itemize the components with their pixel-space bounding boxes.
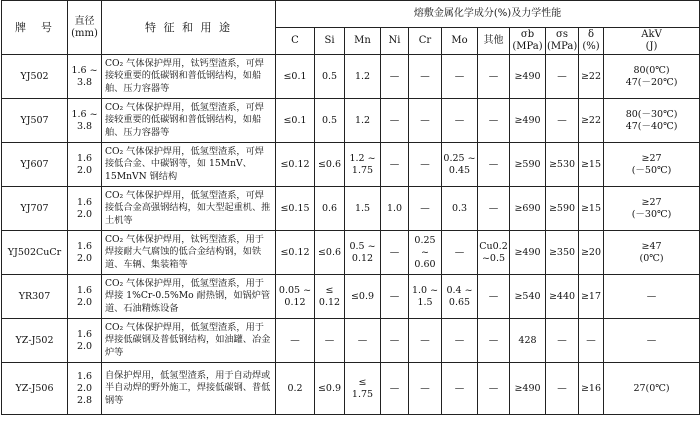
cell-mo: 0.3 [442,187,478,231]
cell-delta: ≥20 [579,231,604,275]
cell-akv: ≥27 (－30℃) [604,187,700,231]
cell-sigma-b: ≥490 [510,55,546,99]
cell-description: CO₂ 气体保护焊用，钛钙型渣系，可焊接较重要的低碳钢和普低钢结构，如船舶、压力容器等 [102,55,276,99]
cell-mn: 0.5 ~ 0.12 [345,231,381,275]
table-row [2,99,700,143]
cell-mo: — [442,99,478,143]
header-c: C [276,28,315,55]
cell-ni: — [381,55,409,99]
table-row [2,143,700,187]
cell-si: 0.5 [315,55,345,99]
header-akv: AkV (J) [604,28,700,55]
cell-grade: YZ-J502 [2,319,68,363]
cell-sigma-b: ≥490 [510,363,546,415]
cell-diameter: 1.6 ~ 3.8 [68,99,102,143]
cell-delta: ≥15 [579,187,604,231]
cell-ni: — [381,363,409,415]
cell-cr: — [409,319,442,363]
header-mo: Mo [442,28,478,55]
cell-mo: — [442,319,478,363]
header-sigma-b: σb (MPa) [510,28,546,55]
cell-akv: 27(0℃) [604,363,700,415]
cell-description: 自保护焊用，低氢型渣系，用于自动焊或半自动焊的野外施工，焊接低碳钢、普低钢等 [102,363,276,415]
cell-c: ≤0.12 [276,143,315,187]
cell-other: — [478,55,510,99]
cell-c: ≤0.15 [276,187,315,231]
cell-ni: — [381,99,409,143]
cell-c: ≤0.1 [276,55,315,99]
cell-delta: ≥22 [579,99,604,143]
cell-c: ≤0.1 [276,99,315,143]
header-feature: 特 征 和 用 途 [102,1,276,55]
cell-ni: — [381,319,409,363]
header-group: 熔敷金属化学成分(%)及力学性能 [276,1,700,28]
cell-si: 0.6 [315,187,345,231]
cell-si: ≤ 0.12 [315,275,345,319]
cell-mn: — [345,319,381,363]
cell-mn: 1.2 [345,55,381,99]
table-row [2,363,700,415]
cell-mo: — [442,55,478,99]
cell-si: ≤0.6 [315,231,345,275]
cell-diameter: 1.6 2.0 [68,319,102,363]
cell-c: ≤0.12 [276,231,315,275]
cell-mn: ≤0.9 [345,275,381,319]
cell-sigma-b: ≥690 [510,187,546,231]
header-other: 其他 [478,28,510,55]
cell-diameter: 1.6 2.0 2.8 [68,363,102,415]
cell-mo: — [442,231,478,275]
cell-diameter: 1.6 2.0 [68,187,102,231]
cell-grade: YJ707 [2,187,68,231]
table-row [2,187,700,231]
header-cr: Cr [409,28,442,55]
cell-other: — [478,99,510,143]
welding-wire-table [1,0,700,415]
table-row [2,55,700,99]
cell-grade: YR307 [2,275,68,319]
cell-cr: — [409,143,442,187]
cell-ni: — [381,143,409,187]
cell-cr: — [409,363,442,415]
cell-diameter: 1.6 2.0 [68,275,102,319]
cell-mn: 1.2 ~ 1.75 [345,143,381,187]
table-row [2,319,700,363]
cell-akv: — [604,319,700,363]
cell-mo: — [442,363,478,415]
cell-ni: — [381,231,409,275]
cell-diameter: 1.6 ~ 3.8 [68,55,102,99]
cell-mn: 1.5 [345,187,381,231]
cell-c: 0.2 [276,363,315,415]
header-si: Si [315,28,345,55]
cell-ni: 1.0 [381,187,409,231]
cell-grade: YJ507 [2,99,68,143]
cell-description: CO₂ 气体保护焊用，低氢型渣系，用于焊接 1%Cr-0.5%Mo 耐热钢，如锅炉管道、石油精炼设备 [102,275,276,319]
cell-other: — [478,275,510,319]
cell-sigma-b: ≥490 [510,231,546,275]
cell-diameter: 1.6 2.0 [68,231,102,275]
header-ni: Ni [381,28,409,55]
cell-mn: ≤ 1.75 [345,363,381,415]
cell-delta: ≥15 [579,143,604,187]
cell-sigma-b: ≥590 [510,143,546,187]
cell-delta: ≥16 [579,363,604,415]
cell-delta: — [579,319,604,363]
cell-si: ≤0.6 [315,143,345,187]
header-mn: Mn [345,28,381,55]
cell-c: 0.05 ~ 0.12 [276,275,315,319]
cell-cr: 0.25 ~ 0.60 [409,231,442,275]
cell-mn: 1.2 [345,99,381,143]
header-sigma-s: σs (MPa) [546,28,579,55]
cell-sigma-s: — [546,319,579,363]
cell-other: — [478,187,510,231]
cell-delta: ≥22 [579,55,604,99]
cell-delta: ≥17 [579,275,604,319]
table-row [2,231,700,275]
cell-description: CO₂ 气体保护焊用，低氢型渣系，可焊接低合金、中碳钢等，如 15MnV、15MnVN 钢结构 [102,143,276,187]
cell-sigma-s: — [546,363,579,415]
header-grade: 牌 号 [2,1,68,55]
cell-mo: 0.4 ~ 0.65 [442,275,478,319]
cell-akv: 80(－30℃) 47(－40℃) [604,99,700,143]
cell-diameter: 1.6 2.0 [68,143,102,187]
cell-grade: YJ607 [2,143,68,187]
header-delta: δ (%) [579,28,604,55]
cell-description: CO₂ 气体保护焊用，低氢型渣系，用于焊接低碳钢及普低钢结构，如油罐、冶金炉等 [102,319,276,363]
cell-description: CO₂ 气体保护焊用，钛钙型渣系，用于焊接耐大气腐蚀的低合金结构钢，如铁道、车辆、集装箱等 [102,231,276,275]
cell-sigma-s: ≥350 [546,231,579,275]
table-row [2,275,700,319]
cell-sigma-b: ≥490 [510,99,546,143]
cell-sigma-s: ≥590 [546,187,579,231]
cell-description: CO₂ 气体保护焊用，低氢型渣系，可焊接低合金高强钢结构，如大型起重机、推土机等 [102,187,276,231]
cell-sigma-b: 428 [510,319,546,363]
cell-grade: YJ502CuCr [2,231,68,275]
cell-akv: ≥27 (－50℃) [604,143,700,187]
cell-sigma-s: ≥530 [546,143,579,187]
cell-cr: — [409,187,442,231]
cell-sigma-s: ≥440 [546,275,579,319]
cell-description: CO₂ 气体保护焊用，低氢型渣系，可焊接较重要的低碳钢和普低钢结构，如船舶、压力容器等 [102,99,276,143]
cell-sigma-b: ≥540 [510,275,546,319]
cell-ni: — [381,275,409,319]
cell-cr: — [409,55,442,99]
cell-grade: YJ502 [2,55,68,99]
cell-c: — [276,319,315,363]
cell-other: Cu0.2 ~0.5 [478,231,510,275]
cell-cr: 1.0 ~ 1.5 [409,275,442,319]
cell-grade: YZ-J506 [2,363,68,415]
cell-sigma-s: — [546,99,579,143]
cell-akv: — [604,275,700,319]
cell-other: — [478,363,510,415]
cell-sigma-s: — [546,55,579,99]
cell-akv: 80(0℃) 47(－20℃) [604,55,700,99]
cell-akv: ≥47 (0℃) [604,231,700,275]
cell-mo: 0.25 ~ 0.45 [442,143,478,187]
cell-si: — [315,319,345,363]
cell-si: ≤0.9 [315,363,345,415]
cell-other: — [478,319,510,363]
cell-other: — [478,143,510,187]
header-diameter: 直径 (mm) [68,1,102,55]
cell-si: 0.5 [315,99,345,143]
cell-cr: — [409,99,442,143]
